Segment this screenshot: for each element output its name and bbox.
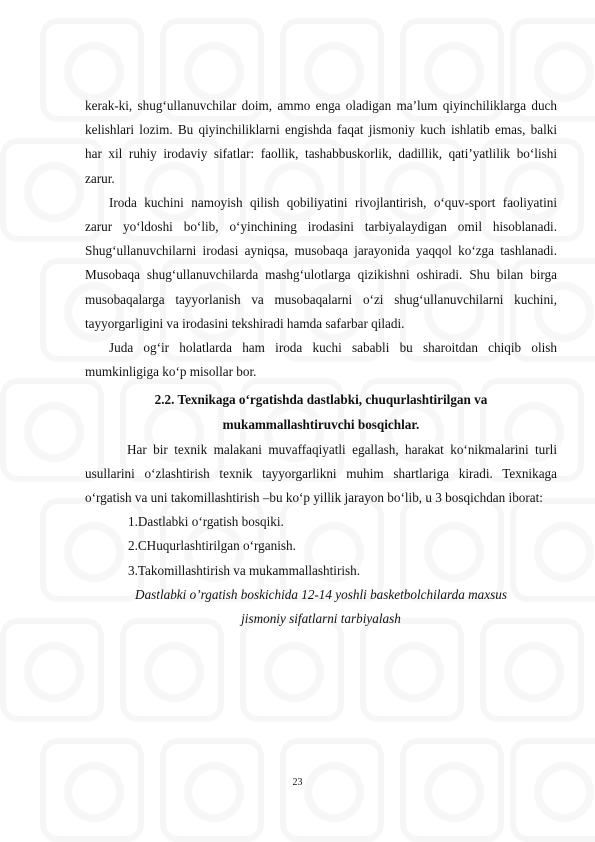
list-item: 3.Takomillashtirish va mukammallashtirish. xyxy=(128,562,361,578)
section-subcaption xyxy=(85,583,557,632)
section-heading xyxy=(85,388,557,437)
section-heading-line-2: mukammallashtiruvchi bosqichlar. xyxy=(222,417,420,433)
section-subcaption-line-2: jismoniy sifatlarni tarbiyalash xyxy=(241,611,401,627)
paragraph-4: Har bir texnik malakani muvaffaqiyatli egallash, harakat ko‘nikmalarini turli usullarini o‘zlashtirish texnik tayyorgarlikni muhim shartlariga kiradi. Texnikaga o‘rgatish va uni takomillashtirish –bu ko‘p yillik jarayon bo‘lib, u 3 bosqichdan iborat: xyxy=(85,441,557,506)
document-body xyxy=(85,94,557,632)
stages-list xyxy=(85,510,557,583)
list-item: 1.Dastlabki o‘rgatish bosqiki. xyxy=(128,514,284,530)
list-item: 2.CHuqurlashtirilgan o‘rganish. xyxy=(128,538,296,554)
section-heading-line-1: 2.2. Texnikaga o‘rgatishda dastlabki, chuqurlashtirilgan va xyxy=(154,392,488,408)
section-subcaption-line-1: Dastlabki o’rgatish boskichida 12-14 yoshli basketbolchilarda maxsus xyxy=(135,586,507,602)
paragraph-3: Juda og‘ir holatlarda ham iroda kuchi sababli bu sharoitdan chiqib olish mumkinligiga ko‘p misollar bor. xyxy=(85,340,557,380)
paragraph-2: Iroda kuchini namoyish qilish qobiliyatini rivojlantirish, o‘quv-sport faoliyatini zarur yo‘ldoshi bo‘lib, o‘yinchining irodasini tarbiyalaydigan omil hisoblanadi. Shug‘ullanuvchilarni irodasi ayniqsa, musobaqa jarayonida yaqqol ko‘zga tashlanadi. Musobaqa shug‘ullanuvchilarda mashg‘ulotlarga qizikishni oshiradi. Shu bilan birga musobaqalarga tayyorlanish va musobaqalarni o‘zi shug‘ullanuvchilarni kuchini, tayyorgarligini va irodasini tekshiradi hamda safarbar qiladi. xyxy=(85,194,557,331)
paragraph-1: kerak-ki, shug‘ullanuvchilar doim, ammo enga oladigan ma’lum qiyinchiliklarga duch kelishlari lozim. Bu qiyinchiliklarni engishda faqat jismoniy kuch ishlatib emas, balki har xil ruhiy irodaviy sifatlar: faollik, tashabbuskorlik, dadillik, qati’yatlilik bo‘lishi zarur. xyxy=(85,98,557,186)
page-number: 23 xyxy=(292,777,303,788)
